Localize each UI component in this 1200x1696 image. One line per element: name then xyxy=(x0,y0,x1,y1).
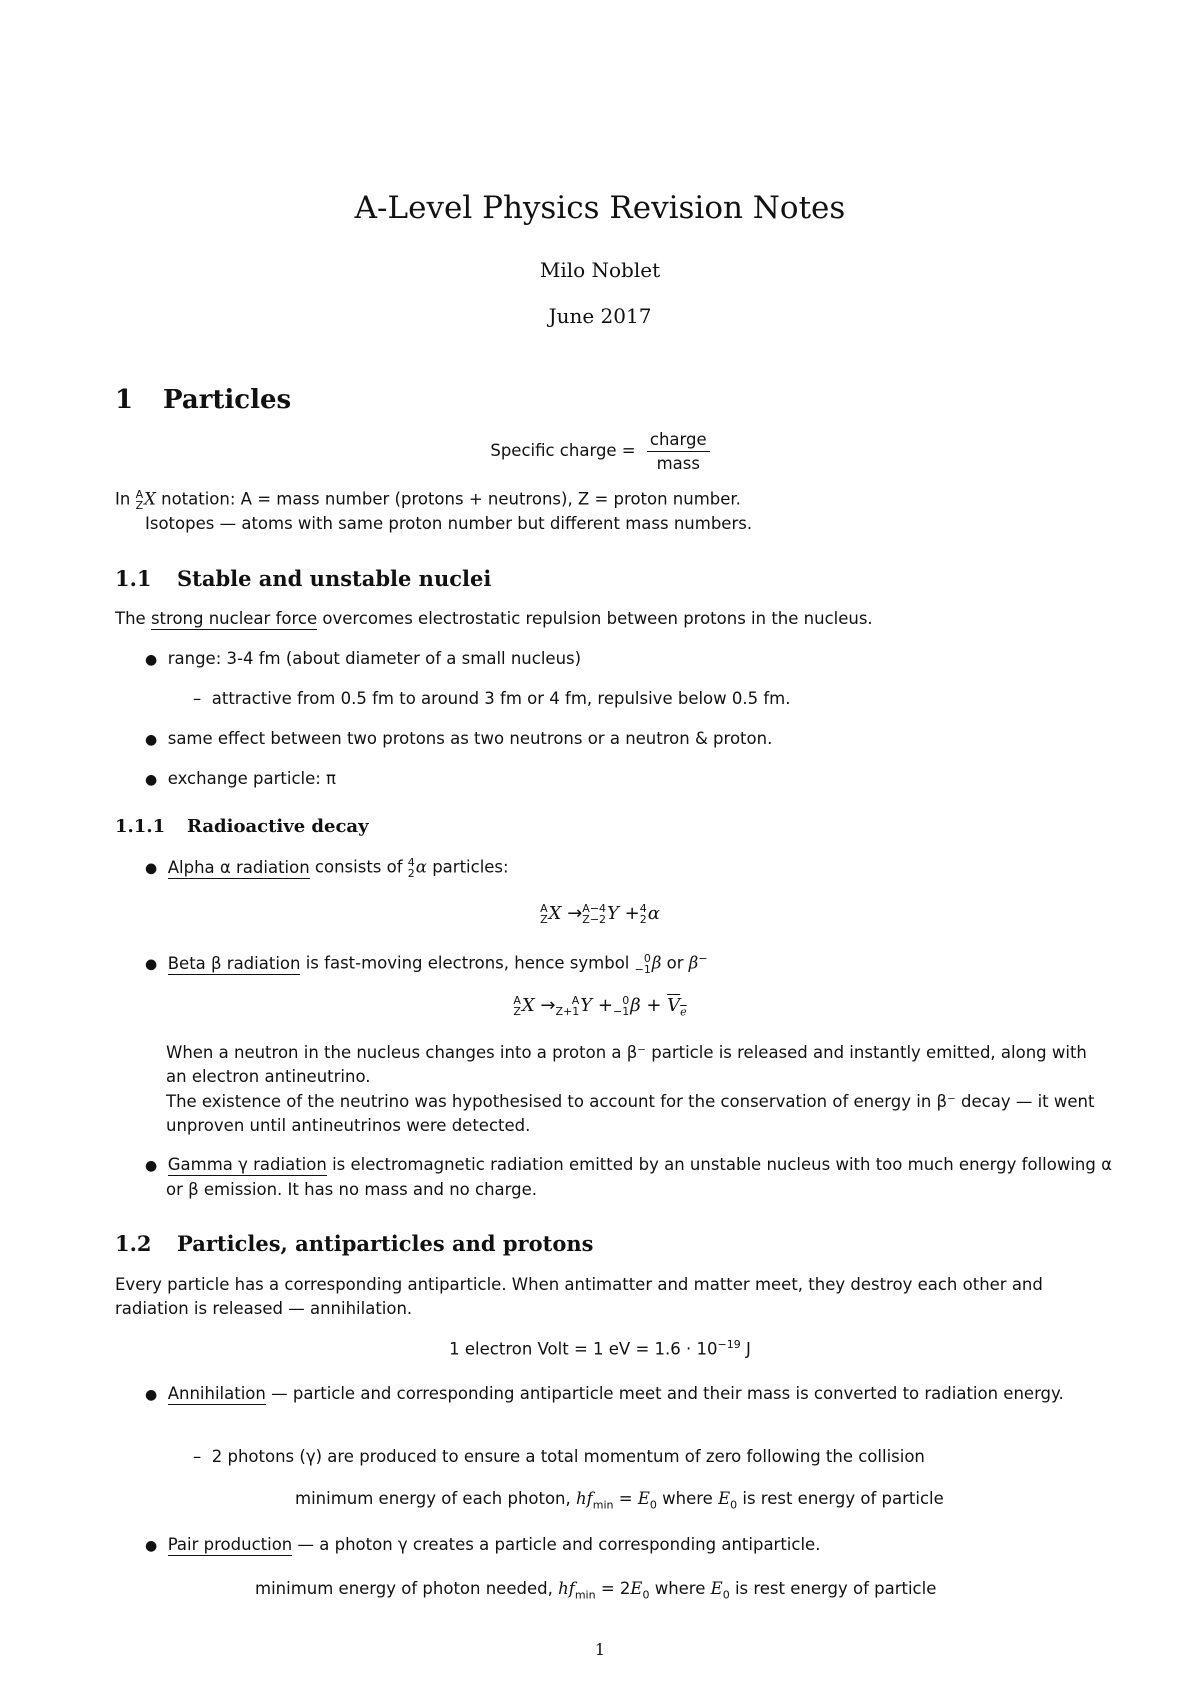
strong-nuclear-force-term: strong nuclear force xyxy=(150,609,318,628)
pair-production-term: Pair production xyxy=(167,1535,293,1554)
list-item-text: 2 photons (γ) are produced to ensure a total momentum of zero following the collision xyxy=(211,1447,925,1466)
beta-item: ● Beta β radiation is fast-moving electrons, hence symbol 0 −1 β or β− xyxy=(145,952,708,976)
annihilation-text: — particle and corresponding antiparticle meet and their mass is converted to radiation energy. xyxy=(271,1384,1064,1403)
ev-unit: J xyxy=(740,1339,751,1359)
pair-production-item xyxy=(145,1535,820,1554)
ev-equation-text: 1 electron Volt = 1 eV = 1.6 · 10 xyxy=(449,1339,718,1359)
list-item xyxy=(145,729,772,748)
page-number: 1 xyxy=(594,1640,606,1659)
document-title: A-Level Physics Revision Notes xyxy=(354,190,846,226)
equation-where: where xyxy=(654,1579,706,1598)
annihilation-item xyxy=(145,1382,1121,1407)
beta-decay-equation: A Z X → A Z+1 Y + 0 −1 $\beta + V_e$ xyxy=(513,994,687,1019)
annihilation-equation: minimum energy of each photon, $hf_{min} = E_0$ where $E_0$ is rest energy of particle xyxy=(295,1489,944,1512)
bullet-icon: ● xyxy=(145,732,158,748)
gamma-item xyxy=(145,1153,1121,1202)
equation-where: where xyxy=(662,1489,713,1508)
pair-production-equation: minimum energy of photon needed, $hf_{min} = 2E_0$ where $E_0$ is rest energy of particle xyxy=(255,1579,937,1602)
alpha-text: consists of xyxy=(314,857,403,877)
equation-tail: is rest energy of particle xyxy=(742,1489,944,1508)
dash-icon: – xyxy=(193,1447,202,1466)
bullet-icon: ● xyxy=(145,860,158,877)
list-item-text: same effect between two protons as two neutrons or a neutron & proton. xyxy=(167,729,773,748)
fraction-denominator: mass xyxy=(656,454,700,473)
list-item-text: range: 3-4 fm (about diameter of a small nucleus) xyxy=(167,649,582,668)
intro-pre: The xyxy=(115,609,146,628)
dash-icon: – xyxy=(193,689,202,708)
intro-post: overcomes electrostatic repulsion between protons in the nucleus. xyxy=(322,609,873,628)
ev-exponent: −19 xyxy=(717,1338,741,1351)
bullet-icon: ● xyxy=(145,1387,158,1403)
beta-paragraph-1: When a neutron in the nucleus changes into a proton a β⁻ particle is released and instantly emitted, along with an electron antineutrino. xyxy=(166,1043,1087,1086)
equation-lhs: Specific charge = xyxy=(490,441,636,460)
alpha-radiation-term: Alpha α radiation xyxy=(167,857,310,877)
gamma-radiation-term: Gamma γ radiation xyxy=(167,1155,327,1174)
fraction xyxy=(647,430,710,473)
bullet-icon: ● xyxy=(145,1538,158,1554)
list-item xyxy=(145,769,336,788)
section-1-heading xyxy=(115,385,291,415)
isotopes-line: Isotopes — atoms with same proton number but different mass numbers. xyxy=(145,514,753,533)
section-1-1-1-heading xyxy=(115,816,369,837)
list-item-text: attractive from 0.5 fm to around 3 fm or 4 fm, repulsive below 0.5 fm. xyxy=(211,689,791,708)
equation-tail: is rest energy of particle xyxy=(734,1579,937,1598)
section-title: Radioactive decay xyxy=(187,816,369,837)
beta-radiation-term: Beta β radiation xyxy=(167,953,301,973)
section-title: Particles xyxy=(163,385,292,415)
section-number: 1 xyxy=(115,385,134,415)
electron-volt-equation xyxy=(0,1338,1200,1359)
bullet-icon: ● xyxy=(145,956,158,973)
specific-charge-equation xyxy=(0,430,1200,473)
bullet-icon: ● xyxy=(145,1158,158,1174)
section-1-1-heading xyxy=(115,566,491,591)
section-number: 1.1.1 xyxy=(115,816,166,837)
bullet-icon: ● xyxy=(145,772,158,788)
pair-production-text: — a photon γ creates a particle and corresponding antiparticle. xyxy=(297,1535,821,1554)
alpha-decay-equation: A Z X → A−4 Z−2 Y + 4 2 α xyxy=(540,902,660,926)
notation-text: notation: A = mass number (protons + neutrons), Z = proton number. xyxy=(161,489,741,509)
annihilation-term: Annihilation xyxy=(167,1384,266,1403)
beta-paragraph-2: The existence of the neutrino was hypothesised to account for the conservation of energy in β⁻ decay — it went unproven until antineutrinos were detected. xyxy=(166,1092,1095,1135)
alpha-text-end: particles: xyxy=(432,857,509,877)
section-number: 1.2 xyxy=(115,1231,152,1256)
section-title: Particles, antiparticles and protons xyxy=(177,1231,594,1256)
sub-list-item xyxy=(193,1447,925,1466)
document-author: Milo Noblet xyxy=(539,258,661,282)
gamma-text: is electromagnetic radiation emitted by an unstable nucleus with too much energy following α or β emission. It has no mass and no charge. xyxy=(166,1155,1112,1199)
alpha-nuclide: 4 2 xyxy=(407,856,415,880)
strong-force-intro xyxy=(115,609,873,628)
equation-text: minimum energy of photon needed, xyxy=(255,1579,553,1598)
bullet-icon: ● xyxy=(145,652,158,668)
notation-pre: In xyxy=(115,489,131,509)
beta-text: is fast-moving electrons, hence symbol xyxy=(305,953,630,973)
beta-or: or xyxy=(666,953,684,973)
notation-line: In A Z X notation: A = mass number (protons + neutrons), Z = proton number. xyxy=(115,488,741,512)
sub-list-item xyxy=(193,689,791,708)
list-item xyxy=(145,649,581,668)
equation-text: minimum energy of each photon, xyxy=(295,1489,571,1508)
section-number: 1.1 xyxy=(115,566,152,591)
list-item-text: exchange particle: π xyxy=(167,769,336,788)
fraction-numerator: charge xyxy=(647,430,710,452)
alpha-item: ● Alpha α radiation consists of 4 2 α particles: xyxy=(145,856,509,880)
section-1-2-heading xyxy=(115,1231,593,1256)
nuclide-symbol: A Z xyxy=(135,488,144,512)
antiparticle-intro: Every particle has a corresponding antiparticle. When antimatter and matter meet, they destroy each other and radiation is released — annihilation. xyxy=(115,1275,1043,1318)
section-title: Stable and unstable nuclei xyxy=(177,566,492,591)
document-date: June 2017 xyxy=(548,304,652,328)
